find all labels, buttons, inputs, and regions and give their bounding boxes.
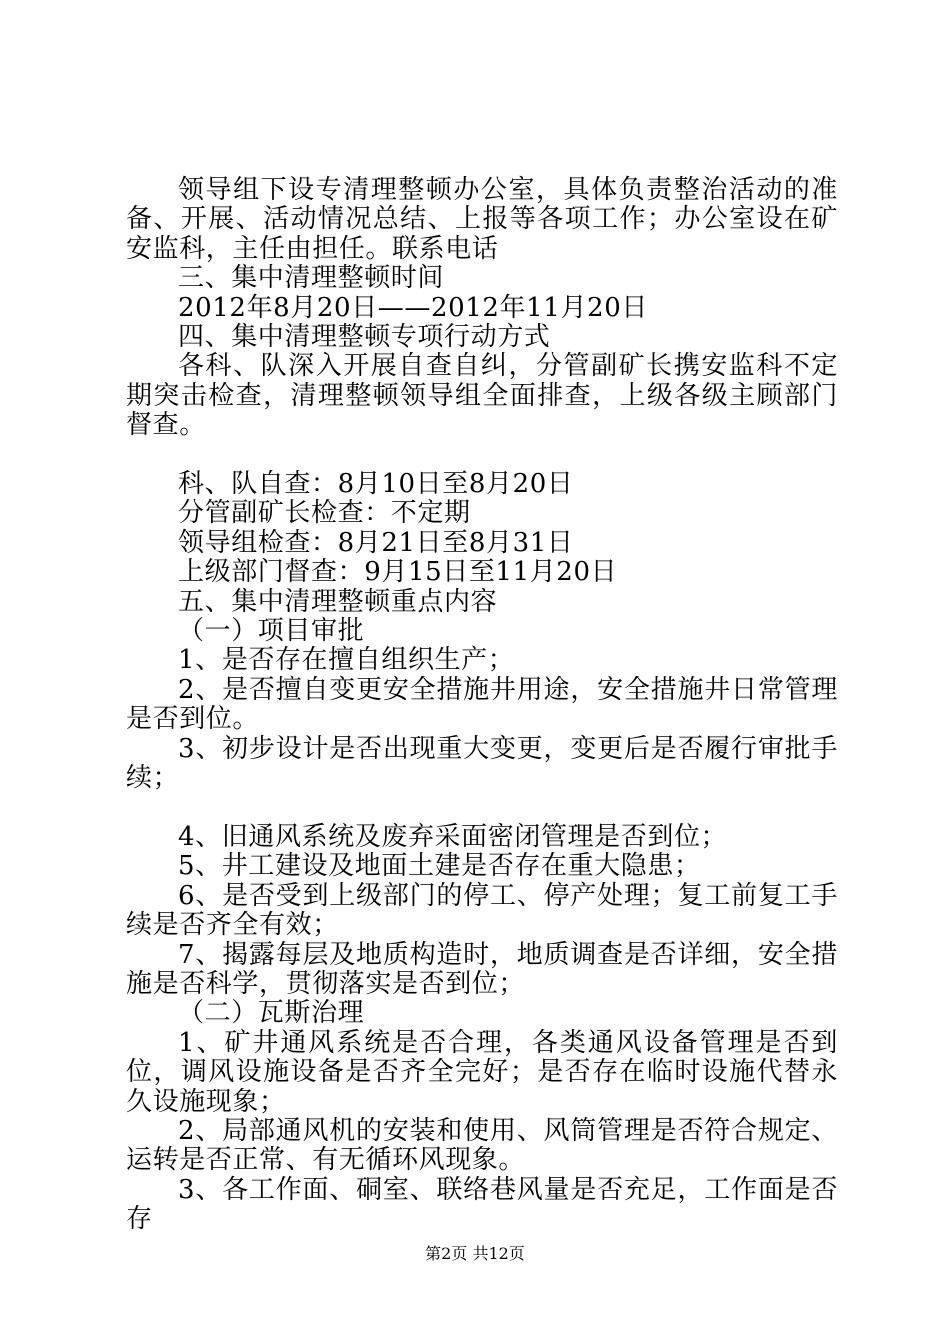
heading-section-5: 五、集中清理整顿重点内容 <box>178 586 498 617</box>
list-item-6: 6、是否受到上级部门的停工、停产处理；复工前复工手续是否齐全有效； <box>126 880 838 941</box>
paragraph-leader-check: 领导组检查：8月21日至8月31日 <box>178 527 574 558</box>
list-item-1: 1、是否存在擅自组织生产； <box>178 645 515 676</box>
blank-line <box>126 441 838 470</box>
paragraph-superior-check: 上级部门督查：9月15日至11月20日 <box>178 557 618 588</box>
list-item-7: 7、揭露每层及地质构造时，地质调查是否详细，安全措施是否科学，贯彻落实是否到位； <box>126 939 838 999</box>
paragraph-deputy-check: 分管副矿长检查：不定期 <box>178 498 471 529</box>
gas-item-3: 3、各工作面、硐室、联络巷风量是否充足，工作面是否存 <box>126 1174 838 1235</box>
paragraph-self-check: 科、队自查：8月10日至8月20日 <box>178 469 574 500</box>
gas-item-2: 2、局部通风机的安装和使用、风筒管理是否符合规定、运转是否正常、有无循环风现象。 <box>126 1115 838 1176</box>
list-item-2: 2、是否擅自变更安全措施井用途，安全措施井日常管理是否到位。 <box>126 674 838 735</box>
list-item-3: 3、初步设计是否出现重大变更，变更后是否履行审批手续； <box>126 733 838 794</box>
blank-line <box>126 794 838 823</box>
heading-subsection-2: （二）瓦斯治理 <box>178 998 365 1029</box>
heading-section-4: 四、集中清理整顿专项行动方式 <box>178 322 551 353</box>
list-item-4: 4、旧通风系统及废弃采面密闭管理是否到位； <box>178 821 728 852</box>
paragraph-time-range: 2012年8月20日——2012年11月20日 <box>178 292 648 323</box>
heading-subsection-1: （一）项目审批 <box>178 616 365 647</box>
paragraph-office-setup: 领导组下设专清理整顿办公室，具体负责整治活动的准备、开展、活动情况总结、上报等各项工作；办公室设在矿安监科，主任由担任。联系电话 <box>126 175 838 264</box>
document-body <box>126 176 838 1235</box>
heading-section-3: 三、集中清理整顿时间 <box>178 263 445 294</box>
paragraph-action-mode: 各科、队深入开展自查自纠，分管副矿长携安监科不定期突击检查，清理整顿领导组全面排查，上级各级主顾部门督查。 <box>126 351 838 441</box>
list-item-5: 5、井工建设及地面土建是否存在重大隐患； <box>178 851 701 882</box>
page-footer: 第2页 共12页 <box>425 1244 525 1263</box>
gas-item-1: 1、矿井通风系统是否合理，各类通风设备管理是否到位，调风设施设备是否齐全完好；是否存在临时设施代替永久设施现象； <box>126 1027 838 1117</box>
